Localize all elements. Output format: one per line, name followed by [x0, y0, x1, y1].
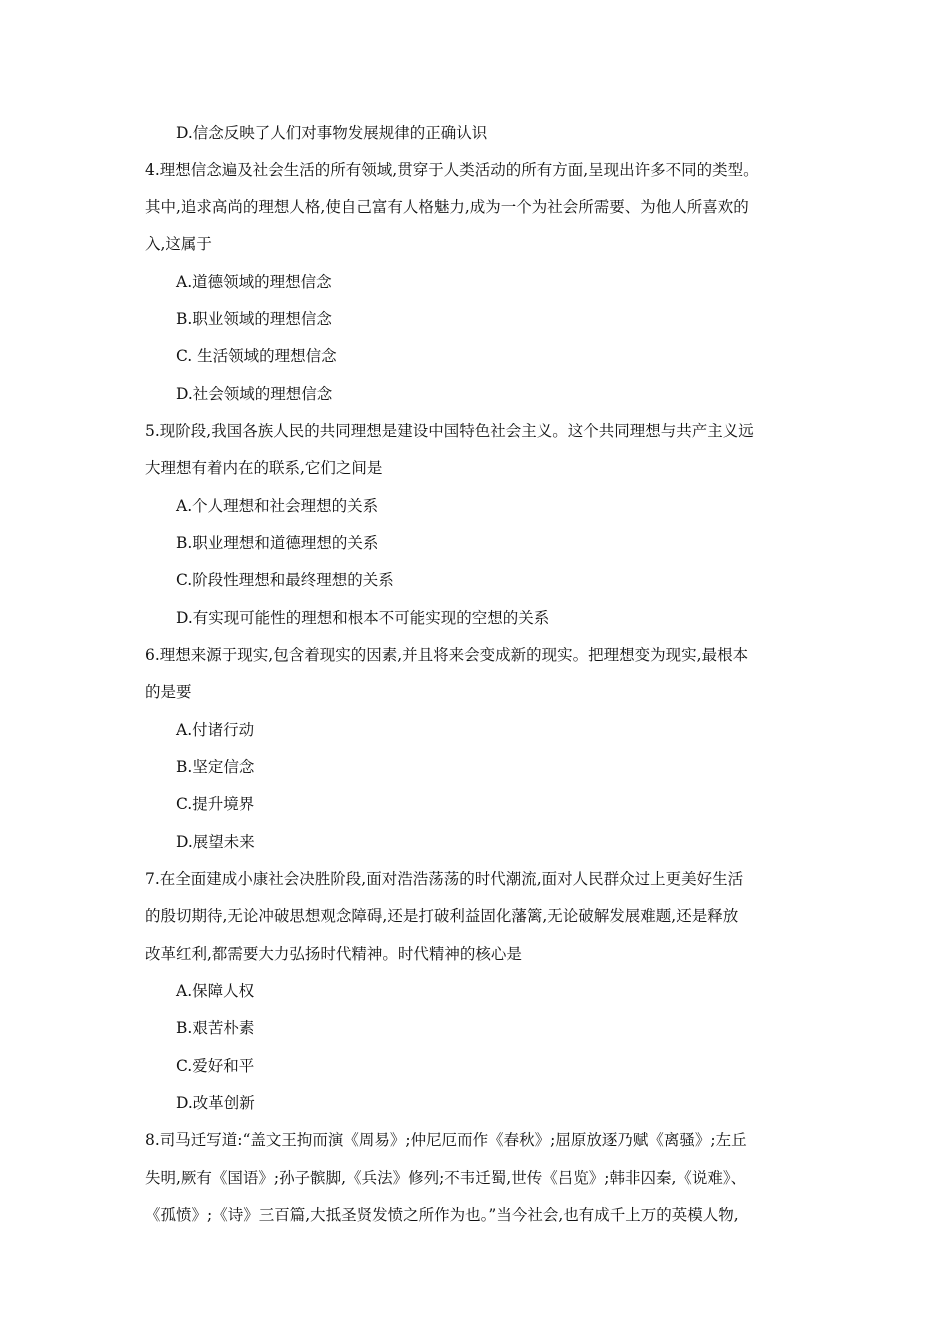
q4-option-d: D.社会领域的理想信念 [176, 385, 333, 403]
q7-option-d: D.改革创新 [176, 1094, 255, 1112]
q5-option-c: C.阶段性理想和最终理想的关系 [176, 571, 394, 589]
q3-option-d: D.信念反映了人们对事物发展规律的正确认识 [176, 124, 488, 142]
q5-option-d: D.有实现可能性的理想和根本不可能实现的空想的关系 [176, 609, 550, 627]
q8-stem-line-2: 失明,厥有《国语》;孙子髌脚,《兵法》修列;不韦迁蜀,世传《吕览》;韩非囚秦,《说难》、 [145, 1169, 747, 1187]
q5-option-b: B.职业理想和道德理想的关系 [176, 534, 379, 552]
q6-option-a: A.付诸行动 [176, 721, 255, 739]
q7-stem-line-3: 改革红利,都需要大力弘扬时代精神。时代精神的核心是 [145, 945, 522, 963]
q7-option-b: B.艰苦朴素 [176, 1019, 255, 1037]
q4-option-c: C. 生活领域的理想信念 [176, 347, 337, 365]
q6-option-d: D.展望未来 [176, 833, 255, 851]
q6-option-c: C.提升境界 [176, 795, 255, 813]
q5-stem-line-2: 大理想有着内在的联系,它们之间是 [145, 459, 383, 477]
q7-option-c: C.爱好和平 [176, 1057, 255, 1075]
q4-option-a: A.道德领域的理想信念 [176, 273, 332, 291]
q6-stem-line-1: 6.理想来源于现实,包含着现实的因素,并且将来会变成新的现实。把理想变为现实,最根本 [145, 646, 749, 664]
q4-stem-line-2: 其中,追求高尚的理想人格,使自己富有人格魅力,成为一个为社会所需要、为他人所喜欢的 [145, 198, 749, 216]
q7-stem-line-2: 的殷切期待,无论冲破思想观念障碍,还是打破利益固化藩篱,无论破解发展难题,还是释放 [145, 907, 739, 925]
q5-stem-line-1: 5.现阶段,我国各族人民的共同理想是建设中国特色社会主义。这个共同理想与共产主义远 [145, 422, 754, 440]
q4-stem-line-1: 4.理想信念遍及社会生活的所有领域,贯穿于人类活动的所有方面,呈现出许多不同的类型。 [145, 161, 759, 179]
q6-stem-line-2: 的是要 [145, 683, 192, 701]
q4-option-b: B.职业领域的理想信念 [176, 310, 332, 328]
q8-stem-line-3: 《孤愤》;《诗》三百篇,大抵圣贤发愤之所作为也。”当今社会,也有成千上万的英模人物, [145, 1206, 739, 1224]
q8-stem-line-1: 8.司马迁写道:“盖文王拘而演《周易》;仲尼厄而作《春秋》;屈原放逐乃赋《离骚》;左丘 [145, 1131, 747, 1149]
q4-stem-line-3: 入,这属于 [145, 235, 212, 253]
q7-option-a: A.保障人权 [176, 982, 255, 1000]
q5-option-a: A.个人理想和社会理想的关系 [176, 497, 379, 515]
q7-stem-line-1: 7.在全面建成小康社会决胜阶段,面对浩浩荡荡的时代潮流,面对人民群众过上更美好生活 [145, 870, 744, 888]
q6-option-b: B.坚定信念 [176, 758, 255, 776]
